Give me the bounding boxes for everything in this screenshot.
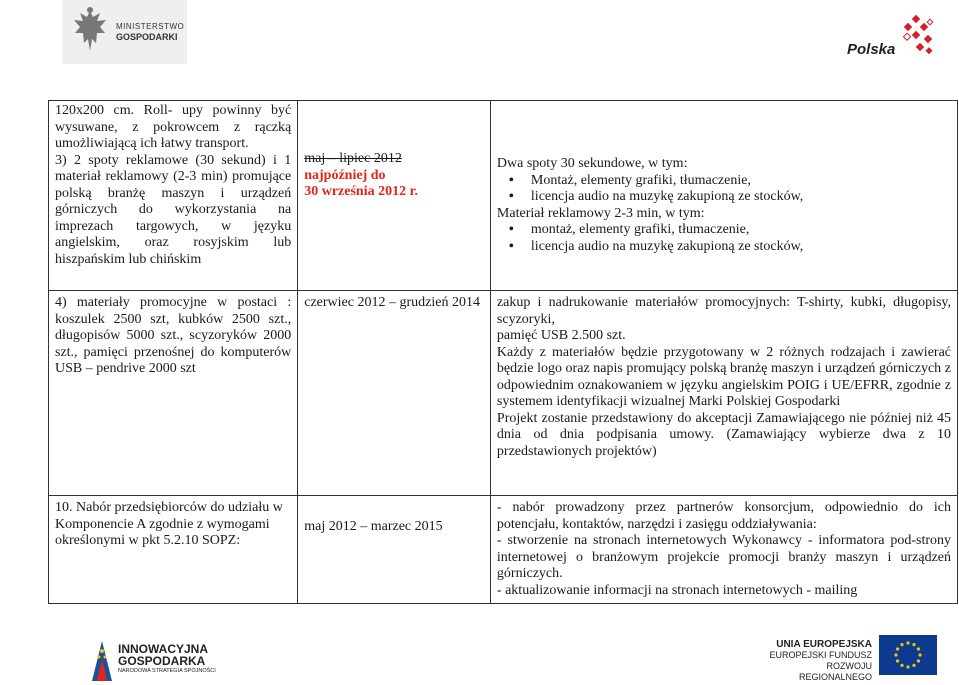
- row3-col1: [49, 496, 298, 604]
- row1-col3: [490, 101, 957, 291]
- deadline-label: najpóźniej do: [304, 167, 386, 183]
- mailing-text: - aktualizowanie informacji na stronach internetowych - mailing: [496, 582, 858, 598]
- list-item: • montaż, elementy grafiki, tłumaczenie,: [531, 222, 951, 239]
- ue-line3: ROZWOJU REGIONALNEGO: [798, 661, 872, 682]
- eu-logo: [752, 635, 937, 681]
- materials-description: Każdy z materiałów będzie przygotowany w 2 różnych rodzajach i zawierać będzie logo oraz napis promujący polską branżę maszyn i urządzeń górniczych z odpowiednim oznakowaniem w języku angielskim POIG i UE/EFRR, zgodnie z systemem identyfikacji wizualnej Marki Polskiej Gospodarki: [496, 344, 951, 409]
- innow-flag-icon: [90, 637, 114, 681]
- list-item: • licencja audio na muzykę zakupioną ze stocków,: [531, 189, 951, 206]
- innowacyjna-gospodarka-logo: [90, 635, 216, 683]
- list-item: • Montaż, elementy grafiki, tłumaczenie,: [531, 173, 951, 190]
- eu-flag-icon: [879, 635, 937, 675]
- innow-line1: INNOWACYJNA: [118, 642, 209, 656]
- innow-line3: NARODOWA STRATEGIA SPÓJNOŚCI: [118, 668, 216, 674]
- eagle-icon: [70, 5, 110, 59]
- polska-word: Polska: [847, 41, 896, 58]
- project-acceptance: Projekt zostanie przedstawiony do akceptacji Zamawiającego nie później niż 45 dnia od dnia podpisania umowy. (Zamawiający wybierze dwa z 10 przedstawionych projektów): [496, 410, 951, 459]
- list-item: • licencja audio na muzykę zakupioną ze stocków,: [531, 239, 951, 256]
- schedule-table: [48, 100, 958, 604]
- ministry-line1: MINISTERSTWO: [116, 22, 185, 31]
- material-intro: Materiał reklamowy 2-3 min, w tym:: [496, 205, 705, 221]
- table-row: [49, 496, 958, 604]
- ue-line2: EUROPEJSKI FUNDUSZ: [769, 650, 872, 660]
- row2-col3: [490, 291, 957, 496]
- row2-col1: [49, 291, 298, 496]
- date-range: maj 2012 – marzec 2015: [304, 519, 443, 534]
- spots-bullet-list: [497, 173, 951, 206]
- ministry-logo: [62, 0, 187, 64]
- page-footer: [0, 615, 959, 685]
- row2-col2: [298, 291, 491, 496]
- table-row: [49, 291, 958, 496]
- polska-logo: [847, 14, 937, 64]
- row3-col3: [490, 496, 957, 604]
- item-3-text: 3) 2 spoty reklamowe (30 sekund) i 1 materiał reklamowy (2-3 min) promujące polską branżę maszyn i urządzeń górniczych do wykorzystania na imprezach targowych, w języku angielskim, oraz rosyjskim lub hiszpańskim lub chińskim: [55, 152, 292, 267]
- old-date-range: maj – lipiec 2012: [304, 151, 402, 166]
- recruitment-text: - nabór prowadzony przez partnerów konsorcjum, odpowiednio do ich potencjału, kontaktów, narzędzi i zasięgu oddziaływania:: [496, 500, 951, 532]
- website-text: - stworzenie na stronach internetowych Wykonawcy - informatora pod-strony internetowej o branżowym projekcie promocji branży maszyn i urządzeń górniczych.: [496, 533, 951, 581]
- table-row: [49, 101, 958, 291]
- ue-line1: UNIA EUROPEJSKA: [776, 639, 872, 650]
- roll-up-text: 120x200 cm. Roll- upy powinny być wysuwane, z pokrowcem z rączką umożliwiającą ich łatwy transport.: [55, 103, 292, 151]
- item-10-text: 10. Nabór przedsiębiorców do udziału w Komponencie A zgodnie z wymogami określonymi w pkt 5.2.10 SOPZ:: [55, 500, 283, 548]
- deadline-date: 30 września 2012 r.: [304, 184, 419, 199]
- polska-star-icon: [897, 14, 937, 60]
- spots-intro: Dwa spoty 30 sekundowe, w tym:: [496, 156, 688, 171]
- innow-line2: GOSPODARKA: [118, 654, 206, 668]
- row1-col2: [298, 101, 491, 291]
- ministry-line2: GOSPODARKI: [116, 32, 178, 42]
- item-4-text: 4) materiały promocyjne w postaci : koszulek 2500 szt, kubków 2500 szt., długopisów 5000 szt., scyzoryków 2000 szt., pamięci przenośnej do komputerów USB – pendrive 2000 szt: [55, 295, 292, 376]
- page-header: [0, 0, 959, 70]
- row3-col2: [298, 496, 491, 604]
- row1-col1: [49, 101, 298, 291]
- usb-text: pamięć USB 2.500 szt.: [496, 328, 626, 343]
- date-range: czerwiec 2012 – grudzień 2014: [304, 295, 480, 310]
- material-bullet-list: [497, 222, 951, 255]
- purchase-text: zakup i nadrukowanie materiałów promocyjnych: T-shirty, kubki, długopisy, scyzoryki,: [496, 295, 951, 327]
